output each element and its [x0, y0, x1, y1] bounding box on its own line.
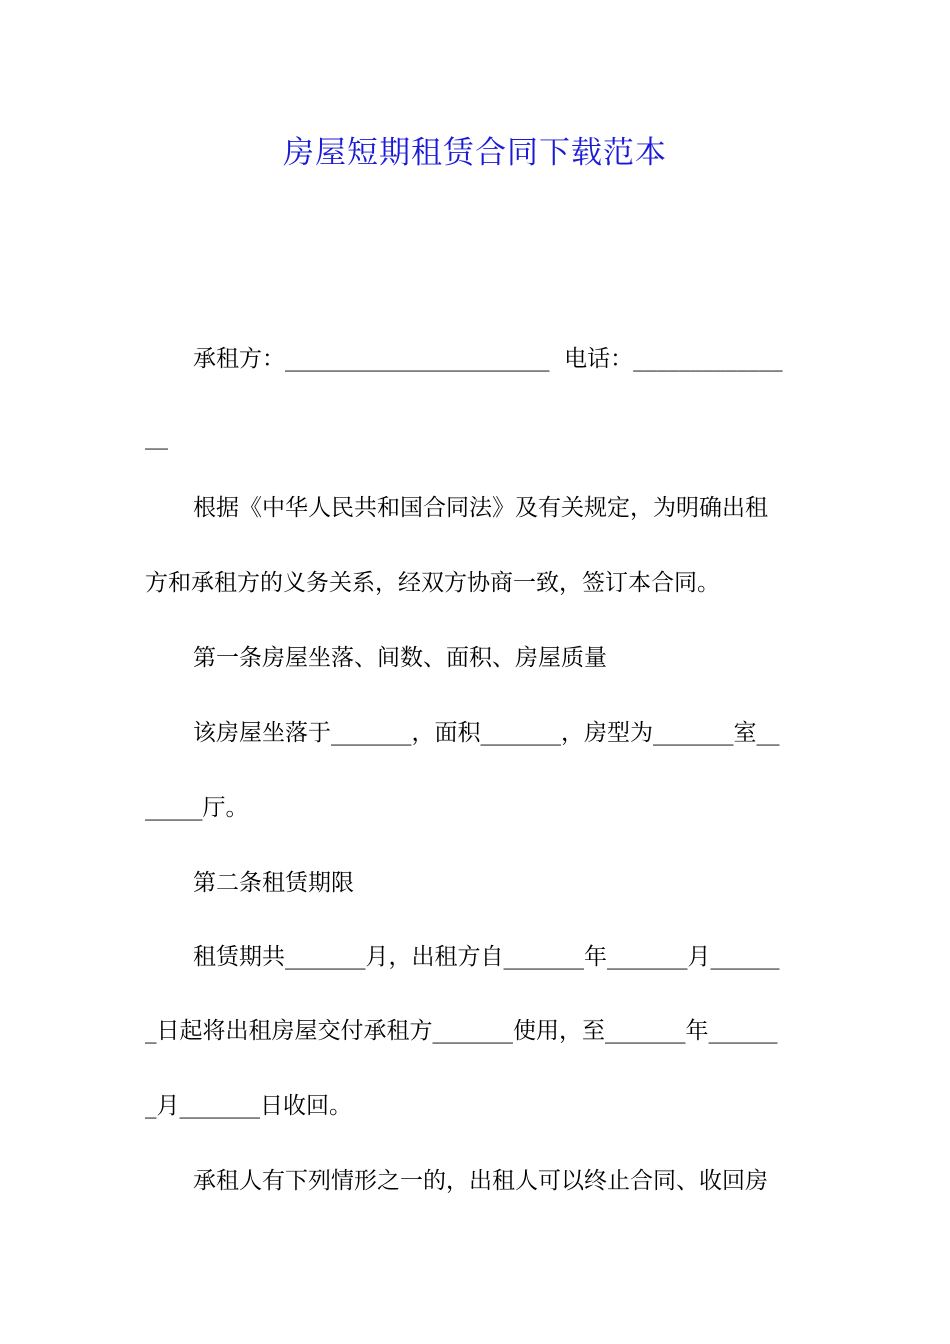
paragraph-line: 租赁期共_______月，出租方自_______年_______月______ [193, 944, 780, 970]
paragraph-line: _____厅。 [145, 795, 249, 821]
phone-continuation-line: __ [145, 424, 168, 450]
paragraph-line: 根据《中华人民共和国合同法》及有关规定，为明确出租 [193, 495, 768, 521]
paragraph-line: 该房屋坐落于_______，面积_______，房型为_______室__ [193, 720, 780, 746]
document-title: 房屋短期租赁合同下载范本 [283, 135, 667, 171]
paragraph-line: 方和承租方的义务关系，经双方协商一致，签订本合同。 [145, 570, 720, 596]
paragraph-line: 承租人有下列情形之一的，出租人可以终止合同、收回房 [193, 1168, 768, 1194]
tenant-phone-line: 承租方：_______________________ 电话：_____________ [193, 346, 783, 372]
article-heading: 第二条租赁期限 [193, 870, 354, 896]
paragraph-line: _月_______日收回。 [145, 1093, 352, 1119]
article-heading: 第一条房屋坐落、间数、面积、房屋质量 [193, 645, 607, 671]
paragraph-line: _日起将出租房屋交付承租方_______使用，至_______年______ [145, 1018, 778, 1044]
